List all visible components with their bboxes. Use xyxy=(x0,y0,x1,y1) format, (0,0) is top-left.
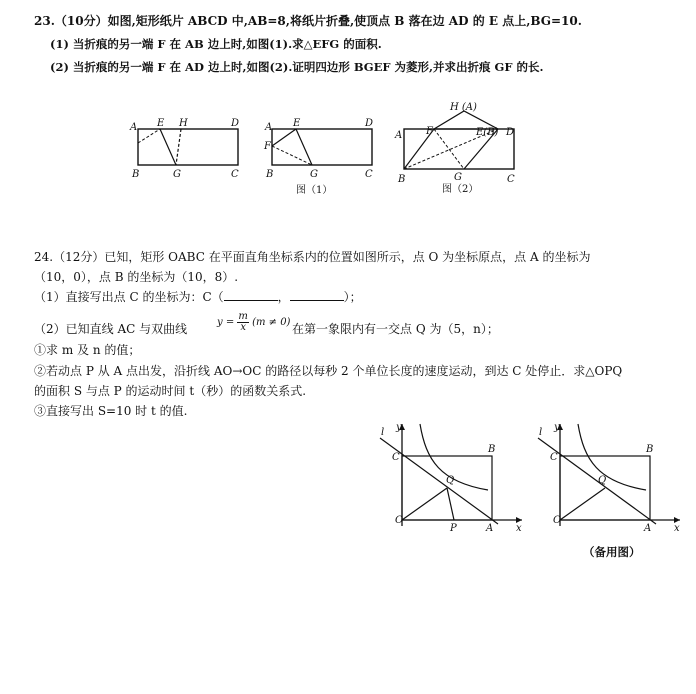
label-f: F xyxy=(264,141,271,152)
line-l xyxy=(538,438,656,524)
label-y: y xyxy=(396,422,402,433)
fold-fe-line xyxy=(138,129,160,143)
segment-oq xyxy=(402,488,447,520)
label-h-a: H (A) xyxy=(450,102,477,113)
formula-fraction xyxy=(237,312,248,333)
label-a: A xyxy=(130,122,138,133)
q24-sub2-line1: ②若动点 P 从 A 点出发，沿折线 AO→OC 的路径以每秒 2 个单位长度的速度运动，到达 C 处停止．求△OPQ xyxy=(34,364,623,378)
fold-hg-line xyxy=(176,129,181,165)
label-d: D xyxy=(365,118,374,129)
label-f: F xyxy=(426,126,433,137)
label-o: O xyxy=(395,515,404,526)
q24-sub3: ③直接写出 S=10 时 t 的值. xyxy=(34,404,188,418)
label-o: O xyxy=(553,515,562,526)
label-c: C xyxy=(392,452,400,463)
label-a: A xyxy=(395,130,403,141)
answer-blank-x[interactable] xyxy=(224,289,278,301)
label-c: C xyxy=(365,169,373,180)
q24-sub2-line2: 的面积 S 与点 P 的运动时间 t（秒）的函数关系式. xyxy=(34,384,307,398)
label-q: Q xyxy=(598,475,607,486)
label-h: H xyxy=(179,118,188,129)
label-g: G xyxy=(454,172,462,183)
formula-y: y = xyxy=(217,317,235,328)
label-e: E xyxy=(293,118,301,129)
label-c: C xyxy=(550,452,558,463)
spare-figure-caption: （备用图） xyxy=(583,545,641,559)
fold-eg-line xyxy=(160,129,176,165)
label-l: l xyxy=(381,427,385,438)
fold-fg-line xyxy=(272,146,312,165)
label-x: x xyxy=(674,523,680,532)
label-c: C xyxy=(231,169,239,180)
label-a: A xyxy=(644,523,652,532)
graph-2 xyxy=(536,420,686,532)
graph-1 xyxy=(378,420,528,532)
figure-1-caption: 图（1） xyxy=(296,185,333,195)
q24-part2-suffix: 在第一象限内有一交点 Q 为（5，n）； xyxy=(292,322,499,336)
answer-blank-y[interactable] xyxy=(290,289,344,301)
q24-part1-prefix: （1）直接写出点 C 的坐标为：C（ xyxy=(34,290,224,304)
figure-2-caption: 图（2） xyxy=(442,184,479,195)
formula-denominator: x xyxy=(240,322,246,333)
q24-stem-line1: 24.（12分）已知，矩形 OABC 在平面直角坐标系内的位置如图所示，点 O 为坐标原点，点 A 的坐标为 xyxy=(34,250,591,264)
q24-part1 xyxy=(34,289,362,304)
figure-1a xyxy=(128,115,248,185)
hyperbola xyxy=(578,424,646,490)
q24-part1-comma: ， xyxy=(277,290,290,304)
label-b: B xyxy=(488,444,496,455)
q23-stem: 23.（10分）如图,矩形纸片 ABCD 中,AB=8,将纸片折叠,使顶点 B 落在边 AD 的 E 点上,BG=10. xyxy=(34,14,582,28)
label-b: B xyxy=(266,169,274,180)
q24-formula xyxy=(217,312,290,333)
q24-part1-suffix: ）； xyxy=(343,290,362,304)
formula-numerator: m xyxy=(238,311,248,322)
fold-fg-line xyxy=(434,129,464,169)
label-d: D xyxy=(506,127,515,138)
label-b: B xyxy=(646,444,654,455)
q24-sub1: ①求 m 及 n 的值； xyxy=(34,343,141,357)
line-l xyxy=(380,438,498,524)
segment-qp xyxy=(447,488,454,520)
label-c: C xyxy=(507,174,515,185)
label-g: G xyxy=(173,169,181,180)
label-a: A xyxy=(265,122,273,133)
figure-1b xyxy=(262,115,382,195)
label-y: y xyxy=(554,422,560,433)
q24-stem-line2: （10，0），点 B 的坐标为（10，8）. xyxy=(34,270,239,284)
q23-part1: (1) 当折痕的另一端 F 在 AB 边上时,如图(1).求△EFG 的面积. xyxy=(50,37,382,51)
label-d: D xyxy=(231,118,240,129)
label-p: P xyxy=(450,523,457,532)
formula-condition: (m ≠ 0) xyxy=(252,317,291,328)
fold-fe-line xyxy=(272,129,296,146)
label-g: G xyxy=(310,169,318,180)
q23-part2: (2) 当折痕的另一端 F 在 AD 边上时,如图(2).证明四边形 BGEF 为菱形,并求出折痕 GF 的长. xyxy=(50,60,544,74)
label-l: l xyxy=(539,427,543,438)
label-b: B xyxy=(132,169,140,180)
q24-part2-prefix: （2）已知直线 AC 与双曲线 xyxy=(34,322,188,336)
figure-2 xyxy=(394,100,524,195)
label-a: A xyxy=(486,523,494,532)
label-e-b: E(B) xyxy=(476,127,499,138)
label-b: B xyxy=(398,174,406,185)
segment-oq xyxy=(560,488,605,520)
label-x: x xyxy=(516,523,522,532)
label-e: E xyxy=(157,118,165,129)
label-q: Q xyxy=(446,475,455,486)
fold-eg-line xyxy=(296,129,312,165)
